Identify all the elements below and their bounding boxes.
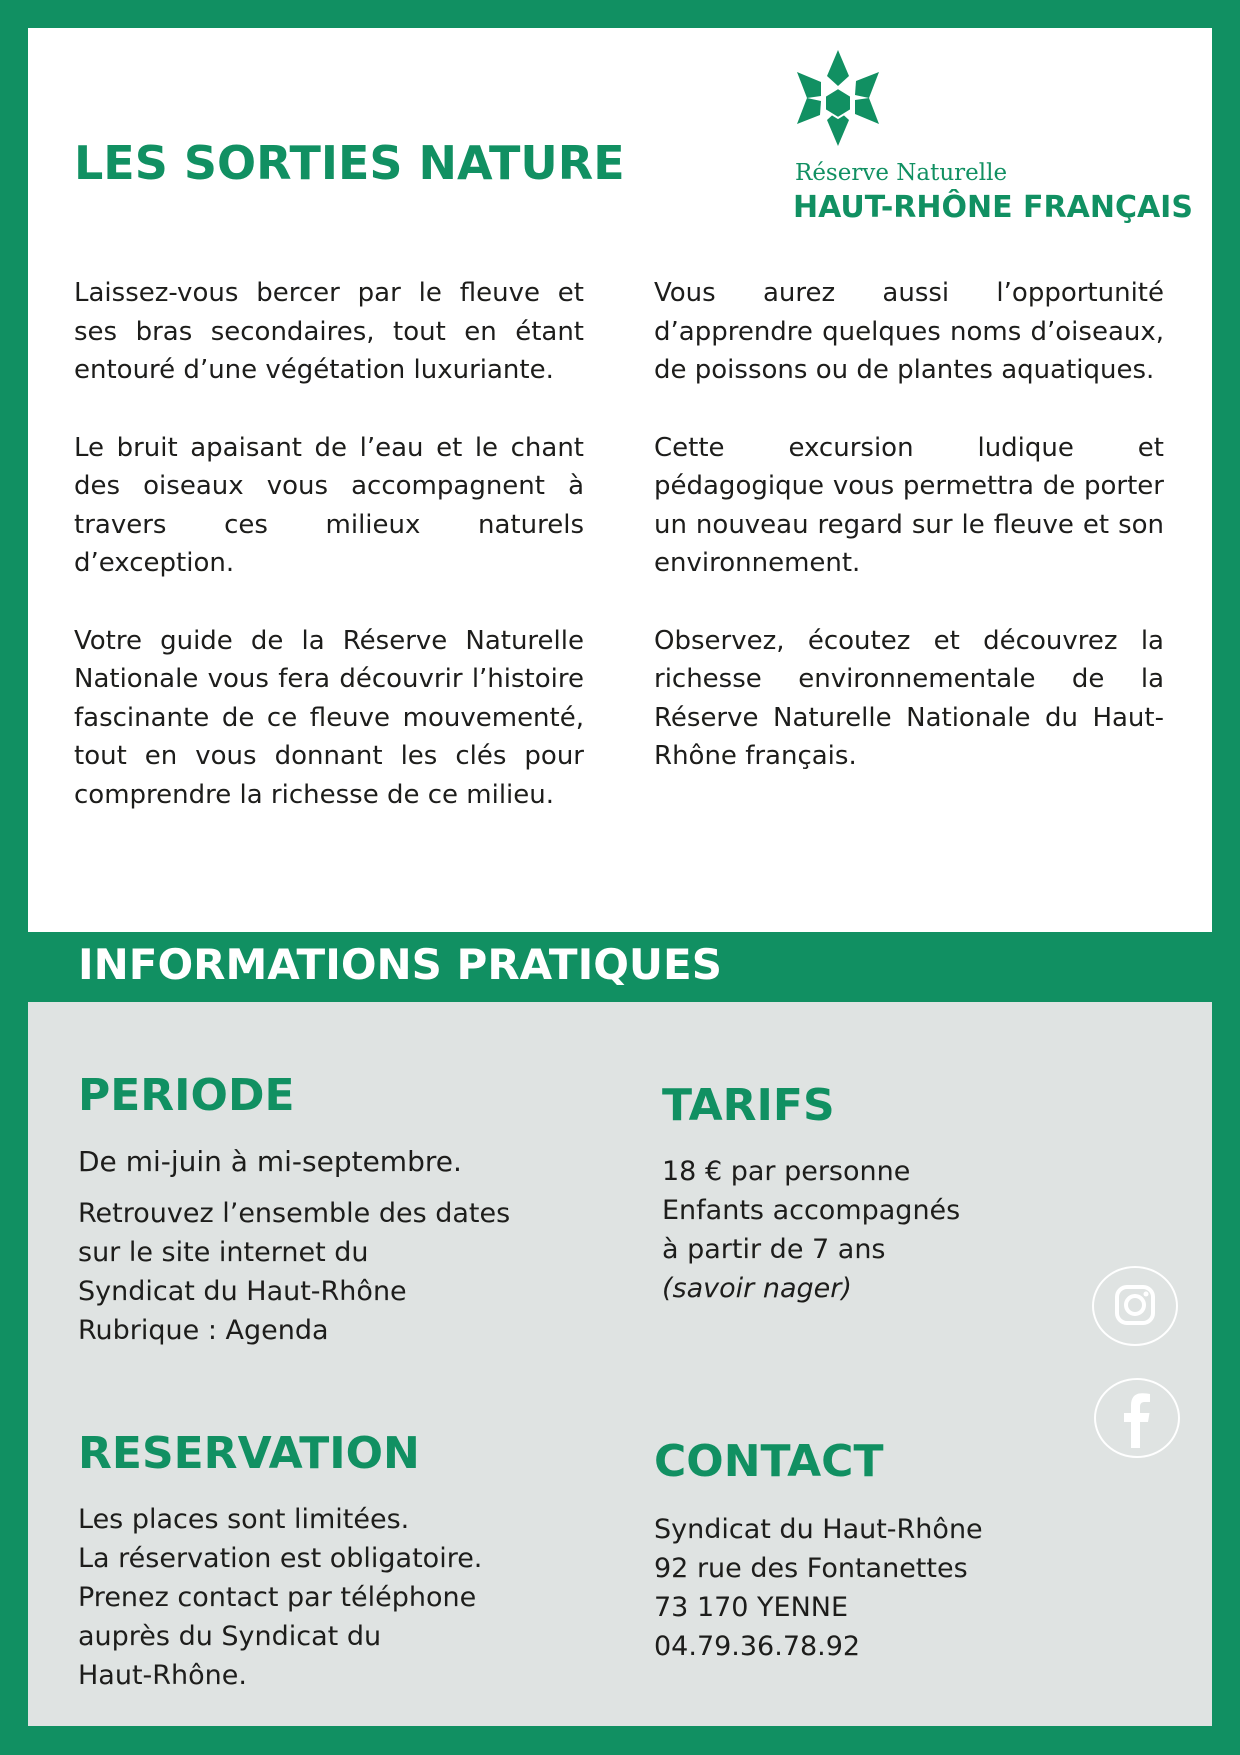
- facebook-link[interactable]: [1094, 1378, 1180, 1458]
- star-flower-logo-icon: [793, 48, 883, 148]
- intro-paragraph: Cette excursion ludique et pédagogique vous permettra de porter un nouveau regard sur le fleuve et son environnement.: [654, 432, 1164, 578]
- tarifs-line: Enfants accompagnés: [662, 1195, 961, 1226]
- tarifs-heading: TARIFS: [662, 1080, 835, 1131]
- contact-name: Syndicat du Haut-Rhône: [654, 1514, 983, 1545]
- periode-lead: De mi-juin à mi-septembre.: [78, 1145, 462, 1178]
- page-title: LES SORTIES NATURE: [74, 136, 625, 190]
- intro-paragraph: Votre guide de la Réserve Naturelle Nationale vous fera découvrir l’histoire fascinante de ce fleuve mouvementé, tout en vous donnant les clés pour comprendre la richesse de ce milieu.: [74, 625, 584, 810]
- reservation-line: Haut-Rhône.: [78, 1660, 247, 1691]
- reservation-line: La réservation est obligatoire.: [78, 1543, 483, 1574]
- reservation-line: Les places sont limitées.: [78, 1504, 410, 1535]
- logo-title: HAUT-RHÔNE FRANÇAIS: [793, 190, 1193, 225]
- periode-line: Syndicat du Haut-Rhône: [78, 1276, 407, 1307]
- periode-heading: PERIODE: [78, 1070, 295, 1121]
- intro-paragraph: Le bruit apaisant de l’eau et le chant des oiseaux vous accompagnent à travers ces milieux naturels d’exception.: [74, 432, 584, 578]
- info-band-title: INFORMATIONS PRATIQUES: [78, 940, 722, 989]
- tarifs-line: à partir de 7 ans: [662, 1234, 886, 1265]
- reserve-logo: [763, 48, 1193, 238]
- info-section: [28, 1002, 1212, 1726]
- tarifs-line: 18 € par personne: [662, 1156, 911, 1187]
- contact-phone[interactable]: 04.79.36.78.92: [654, 1631, 861, 1662]
- periode-line: sur le site internet du: [78, 1237, 369, 1268]
- intro-paragraph: Vous aurez aussi l’opportunité d’apprendre quelques noms d’oiseaux, de poissons ou de plantes aquatiques.: [654, 278, 1164, 385]
- intro-section: [28, 28, 1212, 932]
- periode-details: [78, 1194, 510, 1350]
- periode-line: Retrouvez l’ensemble des dates: [78, 1198, 511, 1229]
- instagram-link[interactable]: [1092, 1266, 1178, 1346]
- intro-right-column: [654, 274, 1164, 815]
- contact-address: 92 rue des Fontanettes: [654, 1553, 968, 1584]
- intro-paragraph: Laissez-vous bercer par le fleuve et ses bras secondaires, tout en étant entouré d’une végétation luxuriante.: [74, 278, 584, 385]
- tarifs-details: [662, 1152, 960, 1308]
- periode-line: Rubrique : Agenda: [78, 1315, 329, 1346]
- contact-city: 73 170 YENNE: [654, 1592, 849, 1623]
- instagram-icon: [1094, 1268, 1176, 1344]
- reservation-details: [78, 1500, 482, 1695]
- reservation-line: Prenez contact par téléphone: [78, 1582, 477, 1613]
- reservation-line: auprès du Syndicat du: [78, 1621, 382, 1652]
- contact-details: [654, 1510, 983, 1666]
- info-band: [28, 932, 1212, 1002]
- reservation-heading: RESERVATION: [78, 1428, 420, 1479]
- contact-heading: CONTACT: [654, 1436, 884, 1487]
- tarifs-note: (savoir nager): [662, 1273, 852, 1304]
- intro-paragraph: Observez, écoutez et découvrez la richesse environnementale de la Réserve Naturelle Nationale du Haut-Rhône français.: [654, 625, 1164, 771]
- flyer-sheet: [28, 28, 1212, 1726]
- logo-subtitle: Réserve Naturelle: [795, 160, 1008, 186]
- facebook-icon: [1096, 1380, 1178, 1456]
- intro-left-column: [74, 274, 584, 853]
